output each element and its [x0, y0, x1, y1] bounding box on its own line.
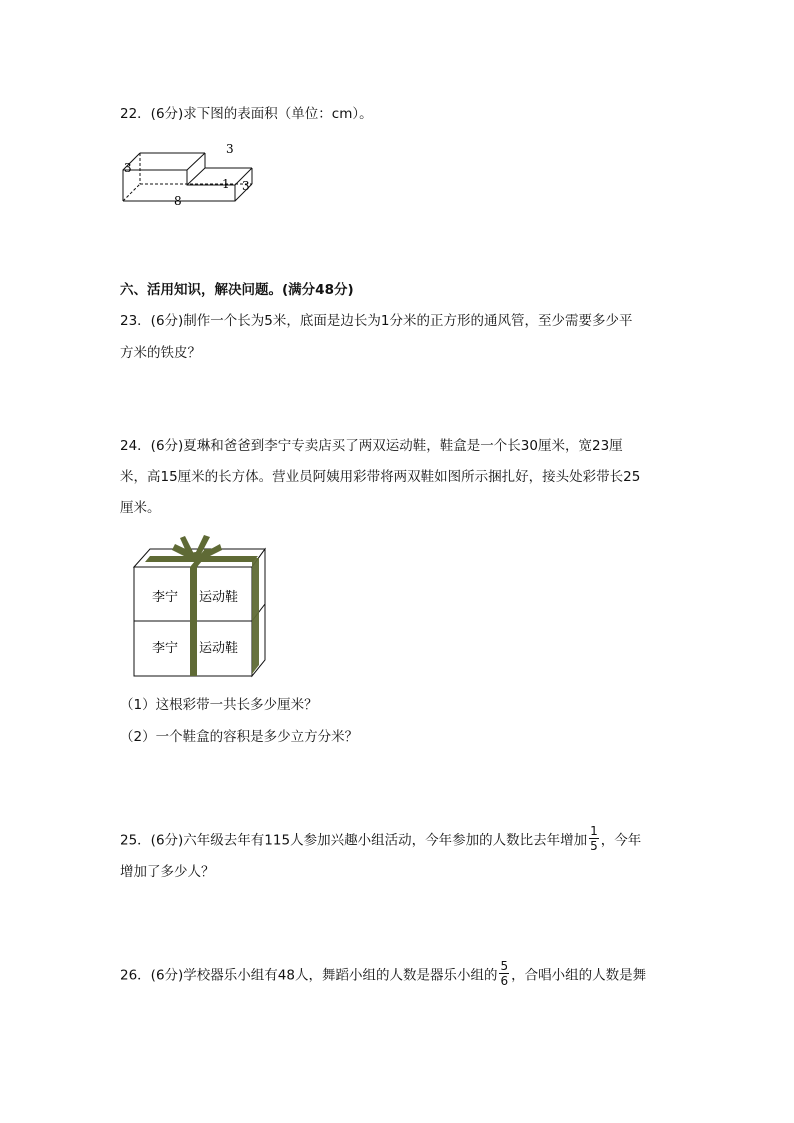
- dim-top-width: 3: [226, 142, 234, 156]
- q24-line2: 米，高15厘米的长方体。营业员阿姨用彩带将两双鞋如图所示捆扎好，接头处彩带长25: [120, 469, 641, 485]
- q25-text-post: ，今年: [600, 832, 642, 849]
- q25-text-pre: 25．(6分)六年级去年有115人参加兴趣小组活动，今年参加的人数比去年增加: [120, 832, 588, 849]
- q26-text-post: ，合唱小组的人数是舞: [511, 967, 647, 984]
- dim-length: 8: [174, 194, 182, 208]
- q23-line1: 23．(6分)制作一个长为5米，底面是边长为1分米的正方形的通风管，至少需要多少平: [120, 313, 633, 329]
- q24-line3: 厘米。: [120, 500, 161, 516]
- box-bottom-brand: 李宁: [152, 641, 179, 656]
- section6-title: 六、活用知识，解决问题。(满分48分): [120, 282, 354, 298]
- box-top-brand: 李宁: [152, 590, 179, 605]
- q24-sub2: （2）一个鞋盒的容积是多少立方分米？: [120, 729, 359, 745]
- q24-line1: 24．(6分)夏琳和爸爸到李宁专卖店买了两双运动鞋，鞋盒是一个长30厘米，宽23厘: [120, 438, 623, 454]
- q26-line1: [120, 961, 646, 990]
- box-top-product: 运动鞋: [199, 590, 239, 605]
- q26-text-pre: 26．(6分)学校器乐小组有48人，舞蹈小组的人数是器乐小组的: [120, 967, 498, 984]
- q25-frac-den: 5: [590, 839, 598, 853]
- q25-fraction: [589, 824, 599, 853]
- dim-step: 1: [222, 177, 230, 191]
- q26-fraction: [499, 959, 509, 988]
- q24-gift-box-figure: [130, 534, 270, 680]
- q26-frac-num: 5: [500, 959, 509, 973]
- box-bottom-product: 运动鞋: [199, 641, 239, 656]
- q25-line2: 增加了多少人？: [120, 864, 215, 880]
- dim-depth: 3: [242, 179, 250, 193]
- q25-line1: [120, 826, 641, 855]
- dim-left-height: 3: [124, 161, 132, 175]
- q22-text: 22．(6分)求下图的表面积（单位：cm）。: [120, 106, 373, 122]
- q22-step-prism-figure: [115, 128, 265, 213]
- q24-sub1: （1）这根彩带一共长多少厘米？: [120, 697, 318, 713]
- q26-frac-den: 6: [500, 974, 509, 988]
- q23-line2: 方米的铁皮？: [120, 345, 201, 361]
- q25-frac-num: 1: [590, 824, 598, 838]
